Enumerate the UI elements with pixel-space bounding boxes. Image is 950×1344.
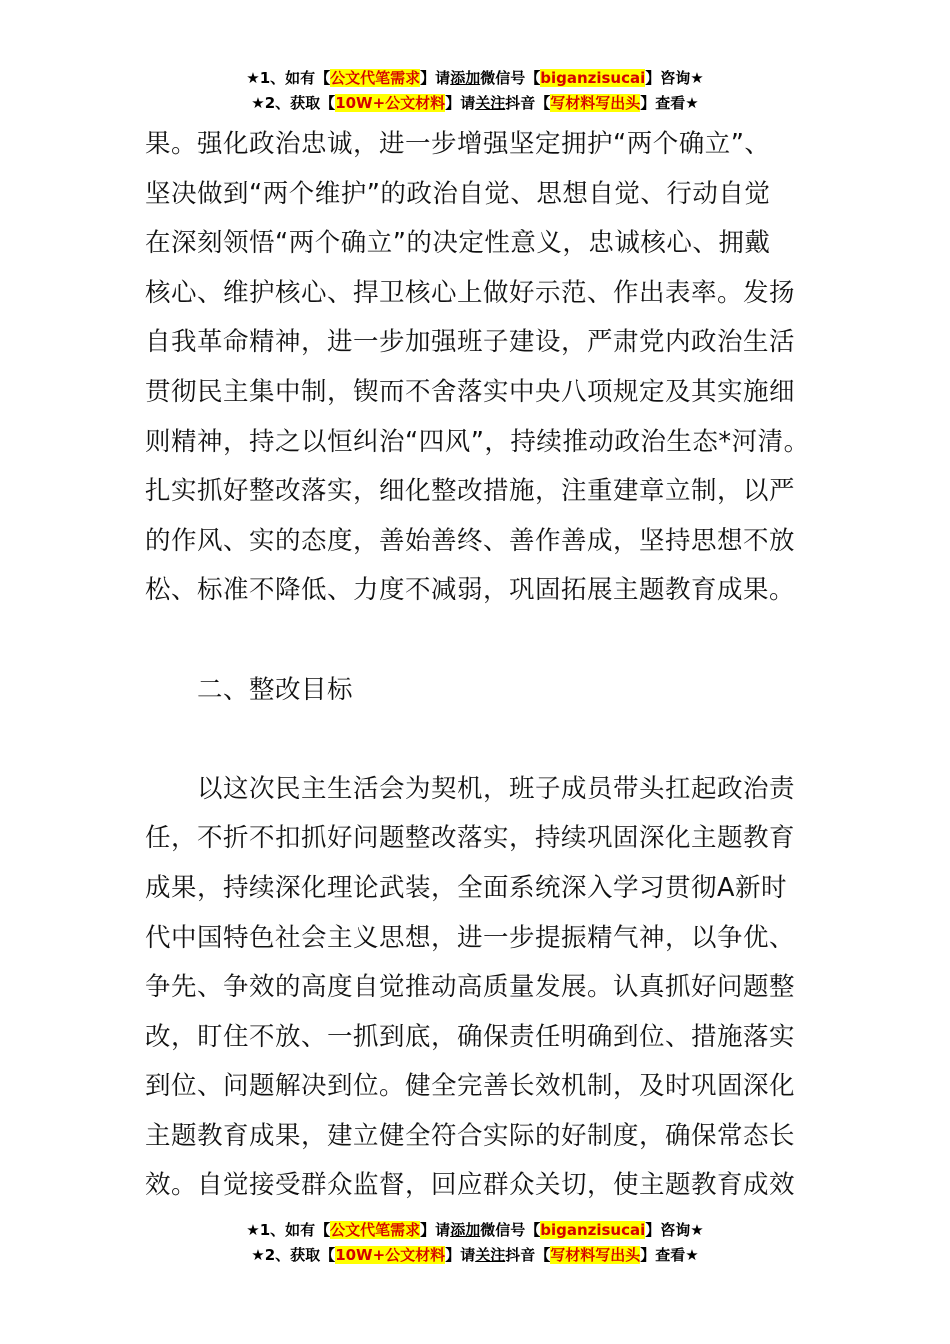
- promo-text: 】查看★: [640, 94, 699, 112]
- paragraph-2: [145, 765, 825, 1211]
- text-line: 坚决做到“两个维护”的政治自觉、思想自觉、行动自觉: [145, 178, 771, 209]
- text-line: 的作风、实的态度，善始善终、善作善成，坚持思想不放: [145, 525, 796, 556]
- douyin-account: 写材料写出头: [550, 1246, 641, 1264]
- promo-text: 】咨询★: [645, 69, 704, 87]
- promo-highlight: 10W+公文材料: [335, 94, 446, 112]
- promo-underlined: 添加: [450, 69, 481, 87]
- promo-text: ★2、获取【: [251, 1246, 336, 1264]
- promo-highlight: 公文代笔需求: [330, 69, 421, 87]
- douyin-account: 写材料写出头: [550, 94, 641, 112]
- promo-text: ★1、如有【: [246, 69, 331, 87]
- promo-text: 抖音【: [505, 1246, 551, 1264]
- promo-line-2: [0, 1243, 950, 1268]
- promo-banner-top: [0, 66, 950, 116]
- text-line: 代中国特色社会主义思想，进一步提振精气神，以争优、: [145, 922, 796, 953]
- promo-text: ★1、如有【: [246, 1221, 331, 1239]
- text-line: 以这次民主生活会为契机，班子成员带头扛起政治责: [197, 773, 796, 804]
- promo-text: ★2、获取【: [251, 94, 336, 112]
- promo-text: 】请: [445, 94, 476, 112]
- promo-text: 】请: [420, 69, 451, 87]
- promo-text: 】请: [420, 1221, 451, 1239]
- section-heading: 二、整改目标: [197, 674, 354, 705]
- promo-text: 抖音【: [505, 94, 551, 112]
- wechat-id: biganzisucai: [540, 69, 646, 87]
- text-line: 改，盯住不放、一抓到底，确保责任明确到位、措施落实: [145, 1021, 796, 1052]
- text-line: 则精神，持之以恒纠治“四风”，持续推动政治生态*河清。: [145, 426, 810, 457]
- text-line: 主题教育成果，建立健全符合实际的好制度，确保常态长: [145, 1120, 796, 1151]
- promo-highlight: 公文代笔需求: [330, 1221, 421, 1239]
- paragraph-1: [145, 120, 825, 616]
- wechat-id: biganzisucai: [540, 1221, 646, 1239]
- text-line: 贯彻民主集中制，锲而不舍落实中央八项规定及其实施细: [145, 376, 796, 407]
- promo-text: 微信号【: [480, 1221, 541, 1239]
- promo-line-1: [0, 1218, 950, 1243]
- promo-underlined: 关注: [475, 1246, 506, 1264]
- text-line: 效。自觉接受群众监督，回应群众关切，使主题教育成效: [145, 1170, 796, 1201]
- promo-text: 】请: [445, 1246, 476, 1264]
- text-line: 松、标准不降低、力度不减弱，巩固拓展主题教育成果。: [145, 575, 796, 606]
- promo-text: 】咨询★: [645, 1221, 704, 1239]
- text-line: 任，不折不扣抓好问题整改落实，持续巩固深化主题教育: [145, 823, 796, 854]
- text-line: 争先、争效的高度自觉推动高质量发展。认真抓好问题整: [145, 972, 796, 1003]
- promo-underlined: 添加: [450, 1221, 481, 1239]
- text-line: 成果，持续深化理论武装，全面系统深入学习贯彻A新时: [145, 872, 787, 903]
- text-line: 果。强化政治忠诚，进一步增强坚定拥护“两个确立”、: [145, 129, 771, 159]
- promo-line-2: [0, 91, 950, 116]
- promo-highlight: 10W+公文材料: [335, 1246, 446, 1264]
- document-body: [145, 120, 825, 1211]
- promo-underlined: 关注: [475, 94, 506, 112]
- promo-text: 微信号【: [480, 69, 541, 87]
- text-line: 核心、维护核心、捍卫核心上做好示范、作出表率。发扬: [145, 277, 796, 308]
- text-line: 到位、问题解决到位。健全完善长效机制，及时巩固深化: [145, 1071, 796, 1102]
- text-line: 自我革命精神，进一步加强班子建设，严肃党内政治生活: [145, 327, 796, 358]
- text-line: 在深刻领悟“两个确立”的决定性意义，忠诚核心、拥戴: [145, 228, 771, 259]
- promo-line-1: [0, 66, 950, 91]
- promo-text: 】查看★: [640, 1246, 699, 1264]
- promo-banner-bottom: [0, 1218, 950, 1268]
- text-line: 扎实抓好整改落实，细化整改措施，注重建章立制，以严: [145, 476, 796, 507]
